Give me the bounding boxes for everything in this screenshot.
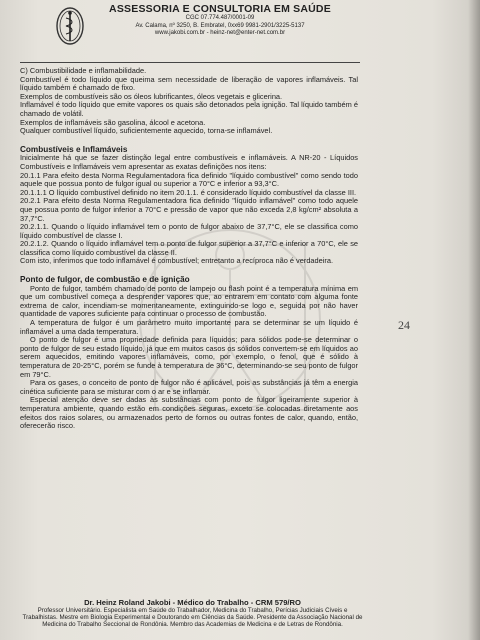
paragraph: Com isto, inferimos que todo inflamável é combustível; entretanto a recíproca não é verdadeira. — [20, 256, 334, 266]
paragraph: Qualquer combustível líquido, suficientemente aquecido, torna-se inflamável. — [20, 126, 273, 136]
paragraph: 20.2.1.1. Quando o líquido inflamável tem o ponto de fulgor abaixo de 37,7°C, ele se classifica como líquido combustível de classe I. — [20, 222, 358, 240]
letterhead-cgc: CGC 07.774.487/0001-09 — [185, 15, 255, 21]
footer — [20, 598, 365, 629]
letterhead — [95, 3, 345, 38]
paragraph: Para os gases, o conceito de ponto de fulgor não é aplicável, pois as substâncias já têm a energia cinética suficiente para se misturar com o ar e se inflamar. — [20, 378, 358, 396]
letterhead-title: ASSESSORIA E CONSULTORIA EM SAÚDE — [109, 3, 331, 15]
paragraph: 20.1.1.1 O líquido combustível definido no item 20.1.1. é considerado líquido combustível da classe III. — [20, 187, 357, 197]
paragraph: Ponto de fulgor, também chamado de ponto de lampejo ou flash point é a temperatura mínima em que um combustível começa a desprender vapores que, ao entrarem em contato com alguma fonte extrema de calor, incendiam-se momentaneamente, extinguindo-se logo e, seguida por não haver quantidade de vapores suficiente para continuar o processo de combustão. — [20, 283, 358, 319]
paragraph: 20.1.1 Para efeito desta Norma Regulamentadora fica definido "líquido combustível" como sendo todo aquele que possua ponto de fulgor igual ou superior a 70°C e inferior a 93,3°C. — [20, 170, 358, 189]
paragraph: Especial atenção deve ser dadas às substâncias com ponto de fulgor ligeiramente superior à temperatura ambiente, quando estão em condições seguras, exceto se colocadas diretamente aos efeitos dos raios solares, ou armazenados perto de fornos ou outras fontes de calor, quando, então, oferecerão risco. — [20, 395, 358, 431]
paragraph: 20.2.1 Para efeito desta Norma Regulamentadora fica definido "líquido inflamável" como todo aquele que possua ponto de fulgor inferior a 70°C e pressão de vapor que não exceda 2,8 kg/cm² absoluta a 37,7°C. — [20, 196, 358, 223]
page-edge-shadow — [468, 0, 480, 640]
paragraph: C) Combustibilidade e inflamabilidade. — [20, 66, 147, 75]
paragraph: 20.2.1.2. Quando o líquido inflamável tem o ponto de fulgor superior a 37,7°C e inferior a 70°C, ele se classifica como líquido combustível da classe II. — [20, 239, 358, 257]
footer-bio: Professor Universitário. Especialista em Saúde do Trabalhador, Medicina do Trabalho, Perícias Judiciais Cíveis e Trabalhistas. Mestre em Biologia Experimental e Doutorando em Ciências da Saúde. Presidente da Associação Nacional de Medicina do Trabalho Seccional de Rondônia. Membro das Academias de Medicina e de Letras de Rondônia. — [22, 607, 363, 629]
page-number: 24 — [398, 318, 410, 332]
letterhead-address: Av. Calama, nº 3250, B. Embratel, 0xx69 9981-2901/3225-5137 — [135, 22, 305, 29]
paragraph: Inicialmente há que se fazer distinção legal entre combustíveis e inflamáveis. A NR-20 - Líquidos Combustíveis e Inflamáveis vem apresentar as exatas definições nos itens: — [20, 153, 358, 171]
paragraph: Combustível é todo líquido que queima sem necessidade de liberação de vapores inflamáveis. Tal líquido também é chamado de fixo. — [20, 74, 358, 93]
section-title: Ponto de fulgor, de combustão e de ignição — [20, 275, 190, 285]
paragraph: Exemplos de inflamáveis são gasolina, álcool e acetona. — [20, 117, 206, 127]
paragraph: Exemplos de combustíveis são os óleos lubrificantes, óleos vegetais e glicerina. — [20, 91, 283, 101]
paragraph: Inflamável é todo líquido que emite vapores os quais são detonados pela ignição. Tal líquido também é chamado de volátil. — [20, 100, 358, 118]
document-body — [20, 67, 358, 431]
paragraph: A temperatura de fulgor é um parâmetro muito importante para se determinar se um líquido é inflamável a uma dada temperatura. — [20, 318, 358, 336]
letterhead-web: www.jakobi.com.br - heinz-net@enter-net.com.br — [154, 30, 286, 36]
paragraph: O ponto de fulgor é uma propriedade definida para líquidos; para sólidos pode-se determinar o ponto de fulgor de seu estado líquido, já que em muitos casos os sólidos convertem-se em líquidos ao serem aquecidos, emitindo vapores inflamáveis, como, por exemplo, o fenol, que é sólido à temperatura de 20-25°C, porém se funde à temperatura de 36°C, determinando-se seu ponto de fulgor em 79°C. — [20, 335, 358, 379]
section-title: Combustíveis e Inflamáveis — [20, 144, 128, 154]
footer-name: Dr. Heinz Roland Jakobi - Médico do Trabalho - CRM 579/RO — [84, 598, 301, 607]
medical-caduceus-logo-icon — [55, 6, 85, 46]
header-divider — [20, 62, 360, 63]
